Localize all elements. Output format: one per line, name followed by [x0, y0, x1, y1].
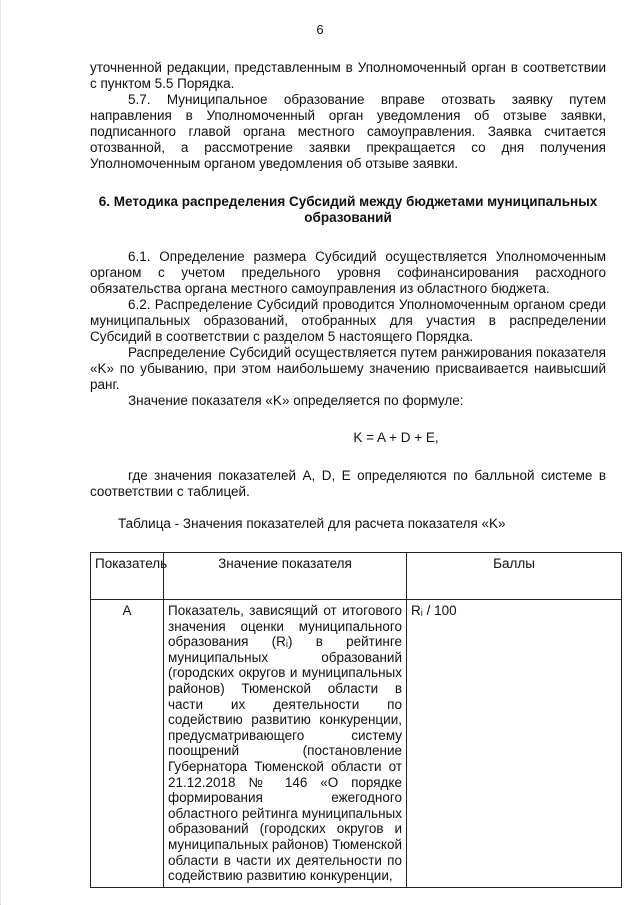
section-heading: 6. Методика распределения Субсидий между бюджетами муниципальных образований [98, 194, 598, 225]
paragraph-formula-explanation: где значения показателей A, D, E определяются по балльной системе в соответствии с таблицей. [90, 468, 606, 499]
formula: K = A + D + E, [353, 430, 439, 445]
scan-edge [0, 0, 9, 905]
paragraph-6-2: 6.2. Распределение Субсидий проводится Уполномоченным органом среди муниципальных образований, отобранных для участия в распределении Субсидий в соответствии с разделом 5 настоящего Порядка. [90, 297, 606, 344]
paragraph-6-1: 6.1. Определение размера Субсидий осуществляется Уполномоченным органом с учетом предельного уровня софинансирования расходного обязательства органа местного самоуправления из областного бюджета. [90, 249, 606, 296]
document-body [90, 60, 606, 888]
indicator-table [90, 552, 622, 888]
page-number: 6 [316, 22, 324, 37]
table-caption: Таблица - Значения показателей для расчета показателя «K» [118, 516, 506, 531]
header-points: Баллы [407, 553, 622, 600]
header-value: Значение показателя [164, 553, 407, 600]
table-header-row [91, 553, 622, 600]
paragraph-continuation: уточненной редакции, представленным в Уполномоченный орган в соответствии с пунктом 5.5 Порядка. [90, 60, 606, 91]
paragraph-ranking: Распределение Субсидий осуществляется путем ранжирования показателя «K» по убыванию, при этом наибольшему значению присваивается наивысший ранг. [90, 345, 606, 392]
cell-indicator: A [91, 600, 164, 888]
header-indicator: Показатель [91, 553, 164, 600]
cell-description: Показатель, зависящий от итогового значения оценки муниципального образования (Rᵢ) в рейтинге муниципальных образований (городских округов и муниципальных районов) Тюменской области в части их деятельности по содействию развитию конкуренции, предусматривающего систему поощрений (постановление Губернатора Тюменской области от 21.12.2018 № 146 «О порядке формирования ежегодного областного рейтинга муниципальных образований (городских округов и муниципальных районов) Тюменской области в части их деятельности по содействию развитию конкуренции, [164, 600, 407, 888]
paragraph-formula-intro: Значение показателя «K» определяется по формуле: [128, 393, 464, 408]
paragraph-5-7: 5.7. Муниципальное образование вправе отозвать заявку путем направления в Уполномоченный орган уведомления об отзыве заявки, подписанного главой органа местного самоуправления. Заявка считается отозванной, а рассмотрение заявки прекращается со дня получения Уполномоченным органом уведомления об отзыве заявки. [90, 92, 606, 171]
table-row [91, 600, 622, 888]
cell-points: Rᵢ / 100 [407, 600, 622, 888]
